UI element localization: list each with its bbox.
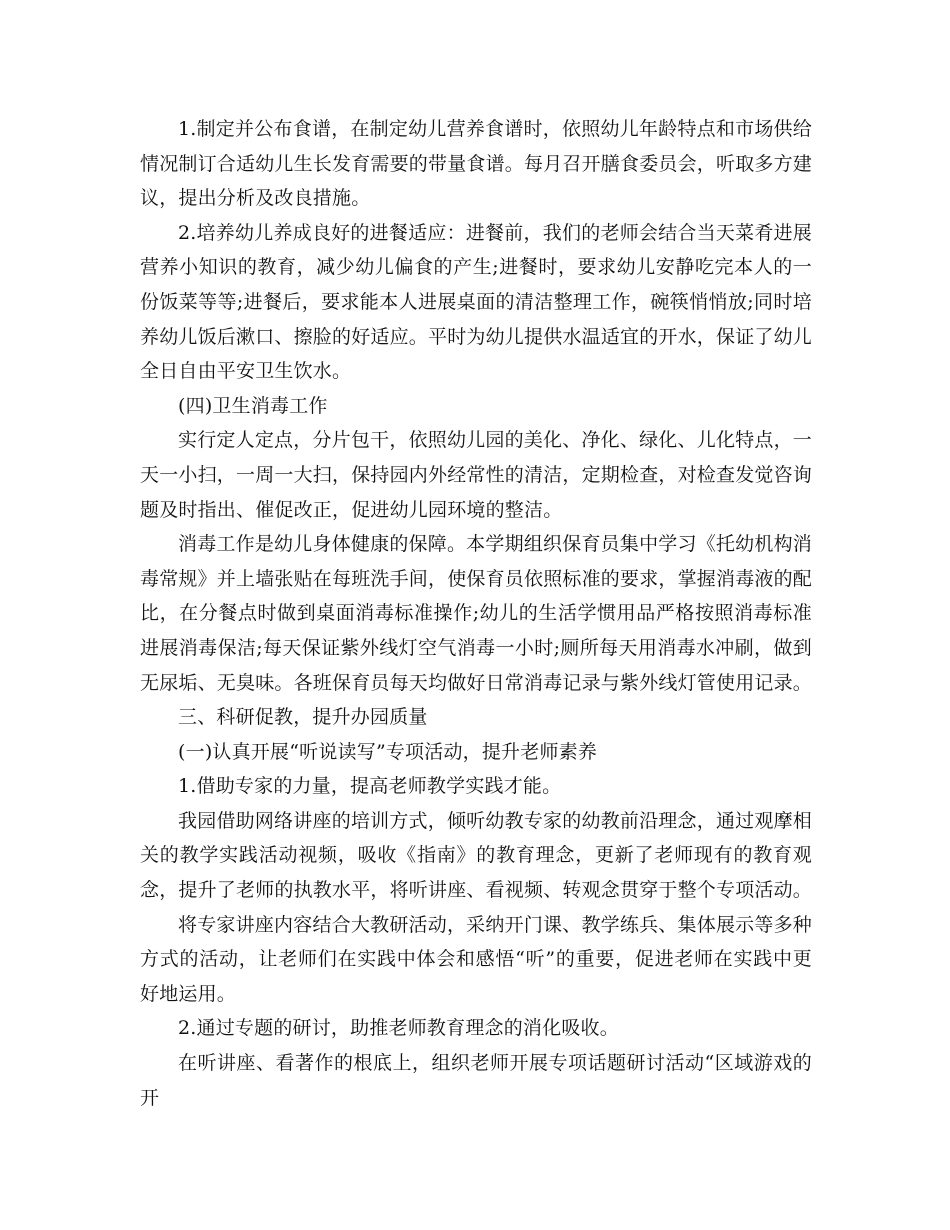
subsection-heading-activity: (一)认真开展“听说读写”专项活动，提升老师素养	[178, 740, 598, 763]
paragraph-8: 2.通过专题的研讨，助推老师教育理念的消化吸收。	[178, 1017, 619, 1040]
paragraph-4: 消毒工作是幼儿身体健康的保障。本学期组织保育员集中学习《托幼机构消毒常规》并上墙张贴在每班洗手间，使保育员依照标准的要求，掌握消毒液的配比，在分餐点时做到桌面消毒标准操作;幼儿的生活学惯用品严格按照消毒标准进展消毒保洁;每天保证紫外线灯空气消毒一小时;厕所每天用消毒水冲刷，做到无尿垢、无臭味。各班保育员每天均做好日常消毒记录与紫外线灯管使用记录。	[140, 533, 813, 694]
section-heading-hygiene: (四)卫生消毒工作	[178, 394, 328, 417]
paragraph-5: 1.借助专家的力量，提高老师教学实践才能。	[178, 775, 562, 798]
paragraph-3: 实行定人定点，分片包干，依照幼儿园的美化、净化、绿化、儿化特点，一天一小扫，一周一大扫，保持园内外经常性的清洁，定期检查，对检查发觉咨询题及时指出、催促改正，促进幼儿园环境的整洁。	[140, 429, 813, 521]
section-heading-research: 三、科研促教，提升办园质量	[178, 706, 428, 729]
paragraph-6: 我园借助网络讲座的培训方式，倾听幼教专家的幼教前沿理念，通过观摩相关的教学实践活动视频，吸收《指南》的教育理念，更新了老师现有的教育观念，提升了老师的执教水平，将听讲座、看视频、转观念贯穿于整个专项活动。	[140, 809, 813, 902]
paragraph-1: 1.制定并公布食谱，在制定幼儿营养食谱时，依照幼儿年龄特点和市场供给情况制订合适幼儿生长发育需要的带量食谱。每月召开膳食委员会，听取多方建议，提出分析及改良措施。	[140, 118, 813, 210]
document-body	[140, 112, 812, 1115]
paragraph-7: 将专家讲座内容结合大教研活动，采纳开门课、教学练兵、集体展示等多种方式的活动，让老师们在实践中体会和感悟“听”的重要，促进老师在实践中更好地运用。	[140, 913, 812, 1005]
paragraph-9: 在听讲座、看著作的根底上，组织老师开展专项话题研讨活动“区域游戏的开	[140, 1052, 812, 1109]
paragraph-2: 2.培养幼儿养成良好的进餐适应：进餐前，我们的老师会结合当天菜肴进展营养小知识的教育，减少幼儿偏食的产生;进餐时，要求幼儿安静吃完本人的一份饭菜等等;进餐后，要求能本人进展桌面的清洁整理工作，碗筷悄悄放;同时培养幼儿饭后漱口、擦脸的好适应。平时为幼儿提供水温适宜的开水，保证了幼儿全日自由平安卫生饮水。	[140, 221, 813, 383]
